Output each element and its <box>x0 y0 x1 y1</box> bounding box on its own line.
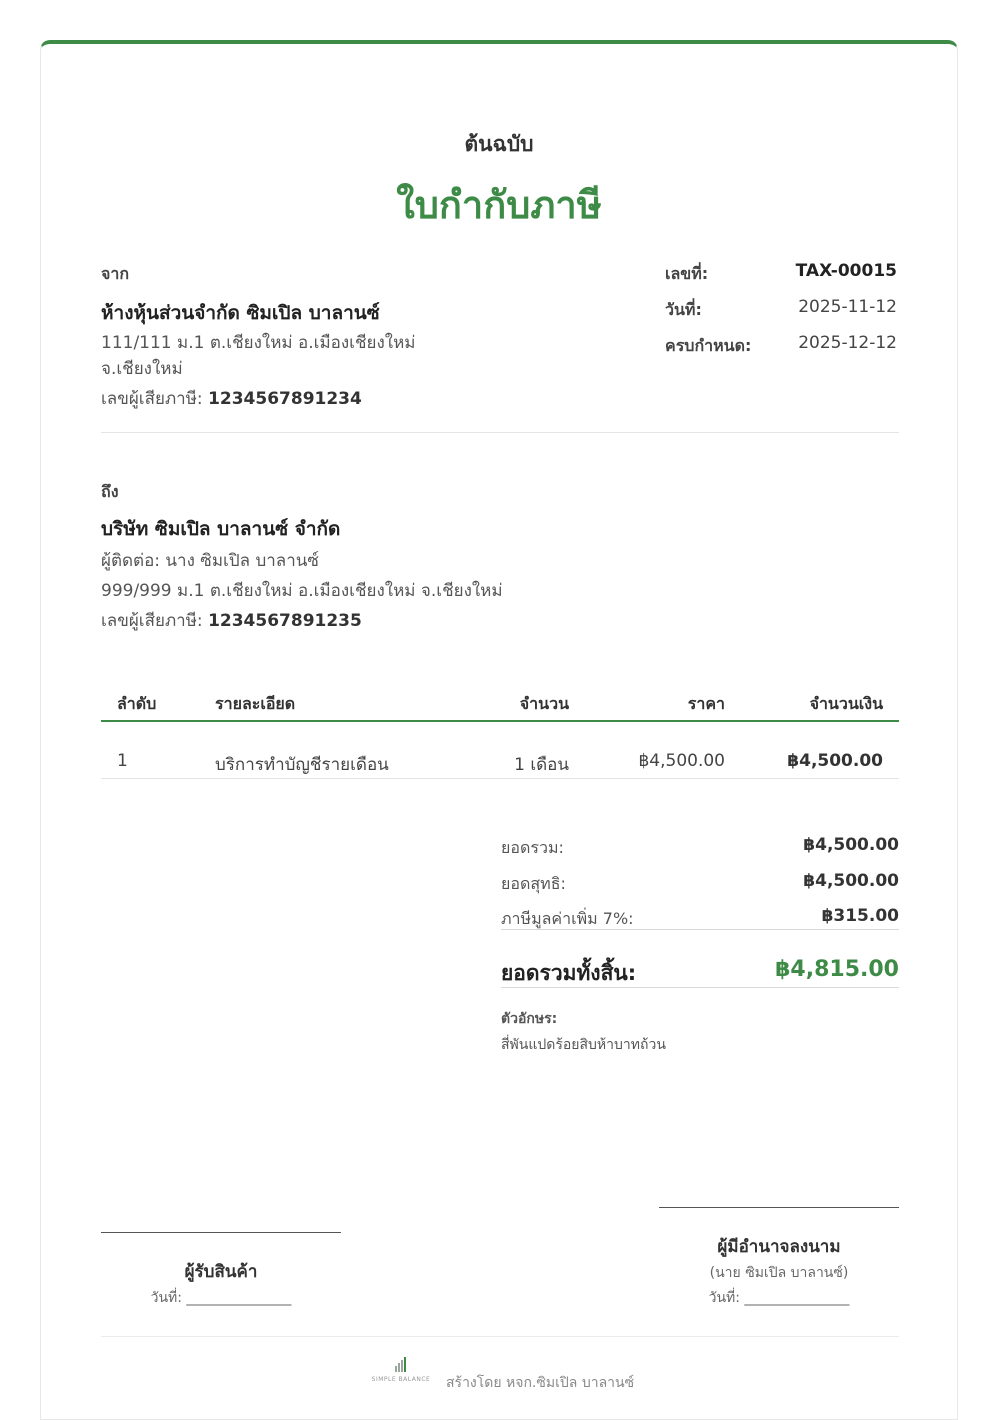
buyer-name: บริษัท ซิมเปิล บาลานซ์ จำกัด <box>101 518 341 540</box>
invoice-number: TAX-00015 <box>795 261 897 281</box>
table-header-quantity: จำนวน <box>519 694 569 713</box>
vat-label: ภาษีมูลค่าเพิ่ม 7%: <box>501 909 634 928</box>
invoice-page <box>40 40 958 1420</box>
row-description: บริการทำบัญชีรายเดือน <box>215 755 389 775</box>
net-label: ยอดสุทธิ: <box>501 874 566 893</box>
grand-total-value: ฿4,815.00 <box>775 957 899 982</box>
due-date: 2025-12-12 <box>798 333 897 353</box>
buyer-tax-id-row <box>101 608 362 634</box>
bar-chart-logo-icon <box>369 1354 433 1374</box>
vat-value: ฿315.00 <box>821 906 899 926</box>
invoice-date-label: วันที่: <box>665 300 702 319</box>
invoice-date: 2025-11-12 <box>798 297 897 317</box>
authorized-signature-date: วันที่: _______________ <box>708 1290 850 1306</box>
created-by-text: สร้างโดย หจก.ซิมเปิล บาลานซ์ <box>446 1375 635 1391</box>
row-no: 1 <box>117 751 128 771</box>
seller-address-line1: 111/111 ม.1 ต.เชียงใหม่ อ.เมืองเชียงใหม่ <box>101 333 416 353</box>
row-quantity: 1 เดือน <box>514 755 569 775</box>
amount-in-words-label: ตัวอักษร: <box>501 1011 558 1027</box>
buyer-section-label: ถึง <box>101 482 119 501</box>
document-title: ใบกำกับภาษี <box>396 183 602 227</box>
net-value: ฿4,500.00 <box>803 871 899 891</box>
subtotal-value: ฿4,500.00 <box>803 835 899 855</box>
authorized-signature-line <box>659 1207 899 1208</box>
amount-in-words: สี่พันแปดร้อยสิบห้าบาทถ้วน <box>501 1037 666 1053</box>
row-amount: ฿4,500.00 <box>787 751 883 771</box>
receiver-signature-title: ผู้รับสินค้า <box>184 1262 258 1282</box>
table-header-price: ราคา <box>687 694 725 713</box>
row-price: ฿4,500.00 <box>638 751 725 771</box>
table-header-amount: จำนวนเงิน <box>809 694 883 713</box>
invoice-number-label: เลขที่: <box>665 264 709 283</box>
copy-label: ต้นฉบับ <box>464 132 534 156</box>
table-header-rule <box>101 720 899 722</box>
buyer-tax-id: 1234567891235 <box>208 611 362 631</box>
buyer-contact: ผู้ติดต่อ: นาง ซิมเปิล บาลานซ์ <box>101 551 319 571</box>
due-date-label: ครบกำหนด: <box>665 336 752 355</box>
buyer-address: 999/999 ม.1 ต.เชียงใหม่ อ.เมืองเชียงใหม่ จ.เชียงใหม่ <box>101 581 503 601</box>
footer-divider <box>101 1336 899 1337</box>
seller-section-label: จาก <box>101 264 130 283</box>
receiver-signature-line <box>101 1232 341 1233</box>
logo-text: SIMPLE BALANCE <box>371 1376 431 1383</box>
seller-divider <box>101 432 899 433</box>
simple-balance-logo <box>369 1354 433 1386</box>
grand-total-rule <box>501 987 899 988</box>
seller-name: ห้างหุ้นส่วนจำกัด ซิมเปิล บาลานซ์ <box>101 302 380 324</box>
subtotal-label: ยอดรวม: <box>501 838 564 857</box>
receiver-signature-date: วันที่: _______________ <box>150 1290 292 1306</box>
seller-tax-id: 1234567891234 <box>208 389 362 409</box>
table-header-no: ลำดับ <box>117 694 157 713</box>
authorized-signature-title: ผู้มีอำนาจลงนาม <box>717 1237 841 1257</box>
grand-total-label: ยอดรวมทั้งสิ้น: <box>501 961 637 985</box>
table-row-rule <box>101 778 899 779</box>
seller-tax-id-label: เลขผู้เสียภาษี: <box>101 389 203 409</box>
table-header-description: รายละเอียด <box>215 694 296 713</box>
buyer-tax-id-label: เลขผู้เสียภาษี: <box>101 611 203 631</box>
seller-tax-id-row <box>101 386 362 412</box>
vat-rule <box>501 929 899 930</box>
authorized-signer-name: (นาย ซิมเปิล บาลานซ์) <box>709 1265 849 1281</box>
seller-address-line2: จ.เชียงใหม่ <box>101 359 183 379</box>
